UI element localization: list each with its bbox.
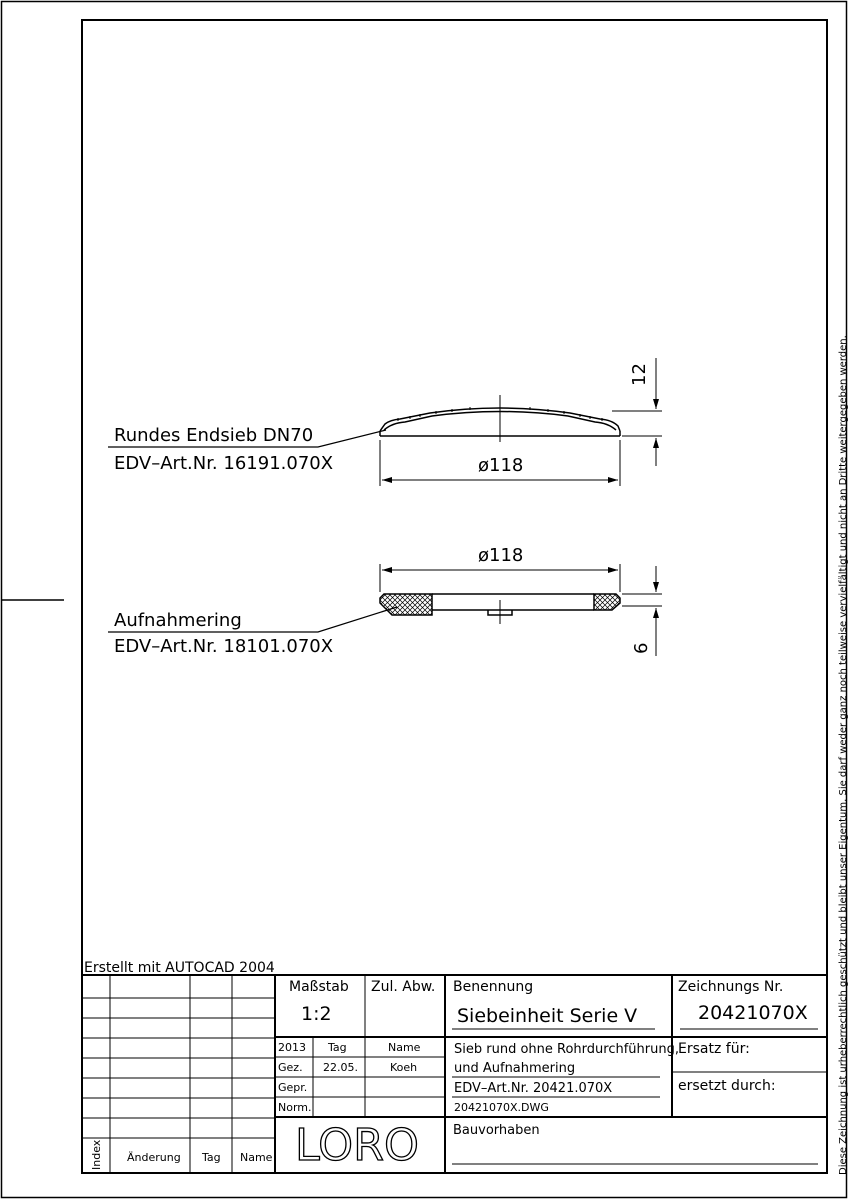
description-line3: EDV–Art.Nr. 20421.070X: [454, 1081, 613, 1096]
replaces-label: Ersatz für:: [678, 1041, 750, 1057]
inner-frame: [82, 20, 827, 1173]
drawing-no-value: 20421070X: [698, 1002, 808, 1024]
file-name: 20421070X.DWG: [454, 1101, 549, 1114]
drawn-name: Koeh: [390, 1061, 418, 1074]
aufnahmering-height-text: 6: [631, 642, 652, 654]
endsieb-diameter-text: ø118: [478, 455, 524, 476]
project-label: Bauvorhaben: [453, 1123, 540, 1138]
scale-value: 1:2: [301, 1003, 332, 1025]
tolerance-label: Zul. Abw.: [371, 979, 436, 995]
drawn-label: Gez.: [278, 1061, 303, 1074]
aufnahmering-article: EDV–Art.Nr. 18101.070X: [114, 636, 334, 657]
designation-value: Siebeinheit Serie V: [457, 1005, 638, 1027]
drawing-no-label: Zeichnungs Nr.: [678, 979, 784, 995]
norm-label: Norm.: [278, 1101, 312, 1114]
endsieb-article: EDV–Art.Nr. 16191.070X: [114, 453, 334, 474]
checked-label: Gepr.: [278, 1081, 308, 1094]
rev-day-label: Tag: [202, 1151, 221, 1164]
change-label: Änderung: [127, 1151, 181, 1164]
copyright-notice: Diese Zeichnung ist urheberrechtlich geschützt und bleibt unser Eigentum. Sie darf weder ganz noch teilweise vervielfältigt und nicht an Dritte weitergegeben werden.: [838, 335, 849, 1175]
rev-name-label: Name: [240, 1151, 273, 1164]
year: 2013: [278, 1041, 306, 1054]
aufnahmering-name: Aufnahmering: [114, 610, 242, 631]
endsieb-name: Rundes Endsieb DN70: [114, 425, 314, 446]
loro-logo: [292, 1124, 422, 1166]
created-with-note: Erstellt mit AUTOCAD 2004: [84, 960, 275, 976]
designation-label: Benennung: [453, 979, 534, 995]
day-label: Tag: [328, 1041, 347, 1054]
drawn-day: 22.05.: [323, 1061, 358, 1074]
name-label: Name: [388, 1041, 421, 1054]
svg-text:LORO: LORO: [295, 1124, 419, 1166]
aufnahmering-diameter-dimension: [380, 564, 620, 592]
description-line1: Sieb rund ohne Rohrdurchführung,: [454, 1042, 679, 1057]
endsieb-height-text: 12: [629, 363, 650, 386]
aufnahmering-diameter-text: ø118: [478, 545, 524, 566]
index-label: Index: [90, 1139, 103, 1170]
description-line2: und Aufnahmering: [454, 1061, 576, 1076]
scale-label: Maßstab: [289, 979, 349, 995]
replaced-by-label: ersetzt durch:: [678, 1078, 776, 1094]
